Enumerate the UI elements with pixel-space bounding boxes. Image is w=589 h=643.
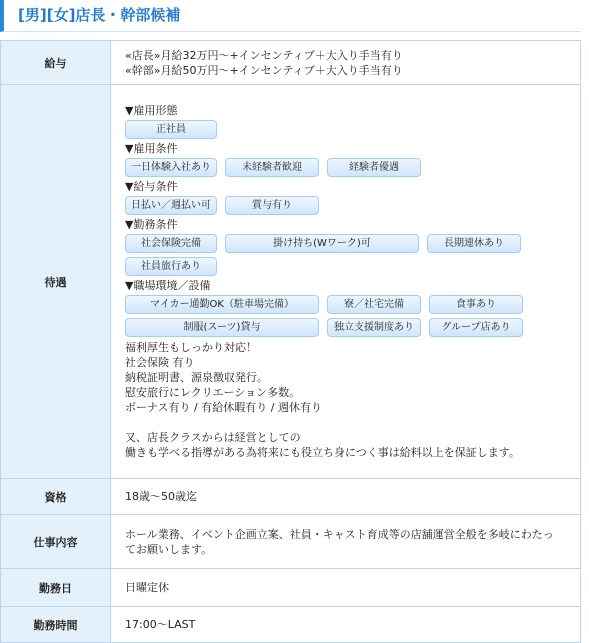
salary-value	[111, 41, 581, 85]
job-content-line: ホール業務、イベント企画立案、社員・キャスト育成等の店舗運営全般を多岐にわたっ	[125, 527, 554, 541]
work-days-header: 勤務日	[1, 569, 111, 607]
work-days-value: 日曜定休	[111, 569, 581, 607]
note-line: 社会保険 有り	[125, 355, 195, 369]
salary-line: «幹部»月給50万円〜+インセンティブ＋大入り手当有り	[125, 63, 403, 77]
qualification-row	[1, 479, 581, 515]
tag-full-time: 正社員	[125, 120, 217, 139]
treatment-row	[1, 85, 581, 479]
group-title: ▼雇用条件	[125, 141, 178, 155]
tag-meals: 食事あり	[429, 295, 523, 314]
tag-car-commute: マイカー通勤OK（駐車場完備）	[125, 295, 319, 314]
job-details-table	[0, 40, 581, 643]
tag-dormitory: 寮／社宅完備	[327, 295, 421, 314]
job-content-header: 仕事内容	[1, 515, 111, 569]
salary-row	[1, 41, 581, 85]
note-line	[125, 415, 566, 430]
work-days-row	[1, 569, 581, 607]
tag-independence-support: 独立支援制度あり	[327, 318, 421, 337]
job-content-line: てお願いします。	[125, 542, 213, 556]
note-line: 慰安旅行にレクリエーション多数。	[125, 385, 301, 399]
group-title: ▼雇用形態	[125, 103, 178, 117]
qualification-value: 18歳〜50歳迄	[111, 479, 581, 515]
job-content-value	[111, 515, 581, 569]
note-line: 福利厚生もしっかり対応！	[125, 340, 257, 354]
tag-bonus: 賞与有り	[225, 196, 319, 215]
tag-inexperienced-welcome: 未経験者歓迎	[225, 158, 319, 177]
tag-group-stores: グループ店あり	[429, 318, 523, 337]
tag-double-work: 掛け持ち(Wワーク)可	[225, 234, 419, 253]
treatment-value	[111, 85, 581, 479]
page-title: [男][女]店長・幹部候補	[0, 0, 581, 32]
qualification-header: 資格	[1, 479, 111, 515]
salary-conditions-group	[125, 180, 566, 215]
group-title: ▼職場環境／設備	[125, 278, 211, 292]
tag-company-trip: 社員旅行あり	[125, 257, 217, 276]
tag-uniform: 制服(スーツ)貸与	[125, 318, 319, 337]
treatment-notes	[125, 340, 566, 460]
group-title: ▼給与条件	[125, 179, 178, 193]
employment-type-group	[125, 104, 566, 139]
work-conditions-group	[125, 218, 566, 276]
employment-conditions-group	[125, 142, 566, 177]
treatment-header: 待遇	[1, 85, 111, 479]
work-hours-value: 17:00〜LAST	[111, 607, 581, 643]
work-hours-row	[1, 607, 581, 643]
work-hours-header: 勤務時間	[1, 607, 111, 643]
salary-line: «店長»月給32万円〜+インセンティブ＋大入り手当有り	[125, 48, 403, 62]
tag-daily-weekly-pay: 日払い／週払い可	[125, 196, 217, 215]
salary-header: 給与	[1, 41, 111, 85]
tag-experienced-preferred: 経験者優遇	[327, 158, 421, 177]
tag-trial-day: 一日体験入社あり	[125, 158, 217, 177]
note-line: 納税証明書、源泉徴収発行。	[125, 370, 268, 384]
workplace-environment-group	[125, 279, 566, 337]
tag-social-insurance: 社会保険完備	[125, 234, 217, 253]
tag-long-holidays: 長期連休あり	[427, 234, 521, 253]
note-line: ボーナス有り / 有給休暇有り / 週休有り	[125, 400, 322, 414]
note-line: 又、店長クラスからは経営としての	[125, 430, 301, 444]
note-line: 働きも学べる指導がある為将来にも役立ち身につく事は給料以上を保証します。	[125, 445, 520, 459]
job-content-row	[1, 515, 581, 569]
group-title: ▼勤務条件	[125, 217, 178, 231]
